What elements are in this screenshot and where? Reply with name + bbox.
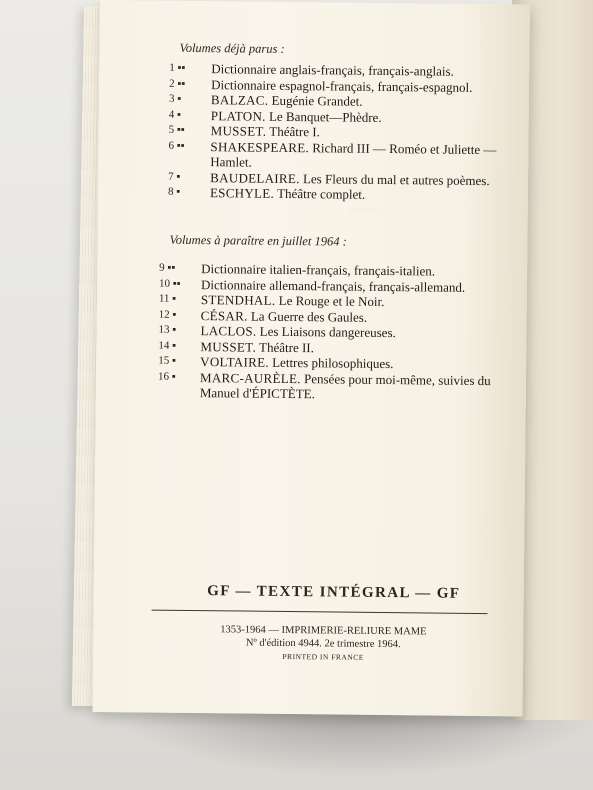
- list-item: [168, 185, 508, 204]
- series-title: GF — TEXTE INTÉGRAL — GF: [207, 583, 461, 602]
- divider: [152, 610, 488, 615]
- volume-title: Lettres philosophiques.: [272, 354, 394, 372]
- volume-title: Dictionnaire allemand-français, français-allemand.: [200, 276, 466, 295]
- book-page: [93, 0, 530, 716]
- forthcoming-list: [158, 261, 507, 404]
- author-name: SHAKESPEARE.: [210, 138, 310, 155]
- author-name: CÉSAR.: [200, 307, 248, 324]
- volume-number: 11 ▪: [158, 292, 177, 305]
- author-name: BAUDELAIRE.: [210, 169, 300, 186]
- imprint: [153, 623, 493, 666]
- volume-number: 6 ▪▪: [168, 139, 185, 152]
- volume-number: 7 ▪: [168, 170, 181, 183]
- imprint-line-2: Nº d'édition 4944. 2e trimestre 1964.: [245, 637, 401, 651]
- author-name: LACLOS.: [200, 323, 257, 339]
- author-name: ESCHYLE.: [209, 185, 275, 201]
- volume-number: 14 ▪: [158, 339, 177, 352]
- list-item: [158, 369, 506, 404]
- volume-number: 4 ▪: [168, 108, 182, 121]
- forthcoming-heading: Volumes à paraître en juillet 1964 :: [169, 232, 347, 249]
- author-name: VOLTAIRE.: [200, 354, 269, 370]
- author-name: MARC-AURÈLE.: [199, 369, 301, 386]
- volume-number: 5 ▪▪: [168, 123, 185, 136]
- volume-title: Richard III — Roméo et Juliette — Hamlet.: [210, 139, 497, 170]
- volume-number: 8 ▪: [167, 185, 181, 198]
- author-name: MUSSET.: [210, 123, 267, 139]
- volume-title: Dictionnaire espagnol-français, français-espagnol.: [211, 76, 473, 95]
- volume-number: 13 ▪: [158, 323, 177, 336]
- volume-number: 16 ▪: [158, 370, 176, 383]
- published-heading: Volumes déjà parus :: [179, 40, 285, 56]
- author-name: PLATON.: [210, 107, 266, 124]
- volume-number: 2 ▪▪: [169, 77, 186, 90]
- volume-title: La Guerre des Gaules.: [250, 308, 368, 325]
- author-name: MUSSET.: [200, 338, 257, 355]
- volume-number: 10 ▪▪: [158, 277, 181, 290]
- volume-number: 1 ▪▪: [169, 61, 186, 74]
- volume-number: 12 ▪: [158, 308, 177, 321]
- volume-number: 9 ▪▪: [159, 261, 176, 274]
- volume-number: 3 ▪: [168, 92, 182, 105]
- author-name: STENDHAL.: [200, 292, 276, 308]
- volume-title: Le Rouge et le Noir.: [278, 292, 385, 309]
- volume-title: Eugénie Grandet.: [271, 92, 363, 109]
- imprint-line-3: PRINTED IN FRANCE: [282, 651, 364, 662]
- author-name: BALZAC.: [210, 92, 269, 108]
- volume-title: Le Banquet—Phèdre.: [268, 108, 382, 125]
- imprint-line-1: 1353-1964 — IMPRIMERIE-RELIURE MAME: [220, 624, 427, 638]
- volume-title: Théâtre I.: [269, 123, 320, 140]
- show-through-text: ········: [347, 202, 380, 217]
- volume-title: Théâtre II.: [259, 339, 315, 355]
- list-item: [168, 138, 508, 173]
- volume-title: Théâtre complet.: [277, 185, 366, 202]
- volume-title: Dictionnaire anglais-français, français-anglais.: [211, 61, 454, 79]
- volume-title: Les Fleurs du mal et autres poèmes.: [302, 170, 490, 188]
- volume-title: Dictionnaire italien-français, français-italien.: [201, 261, 436, 279]
- volume-title: Les Liaisons dangereuses.: [259, 323, 396, 341]
- published-list: [168, 61, 509, 204]
- volume-number: 15 ▪: [158, 354, 176, 367]
- volume-title: Pensées pour moi-même, suivies du Manuel d'ÉPICTÈTE.: [199, 370, 491, 402]
